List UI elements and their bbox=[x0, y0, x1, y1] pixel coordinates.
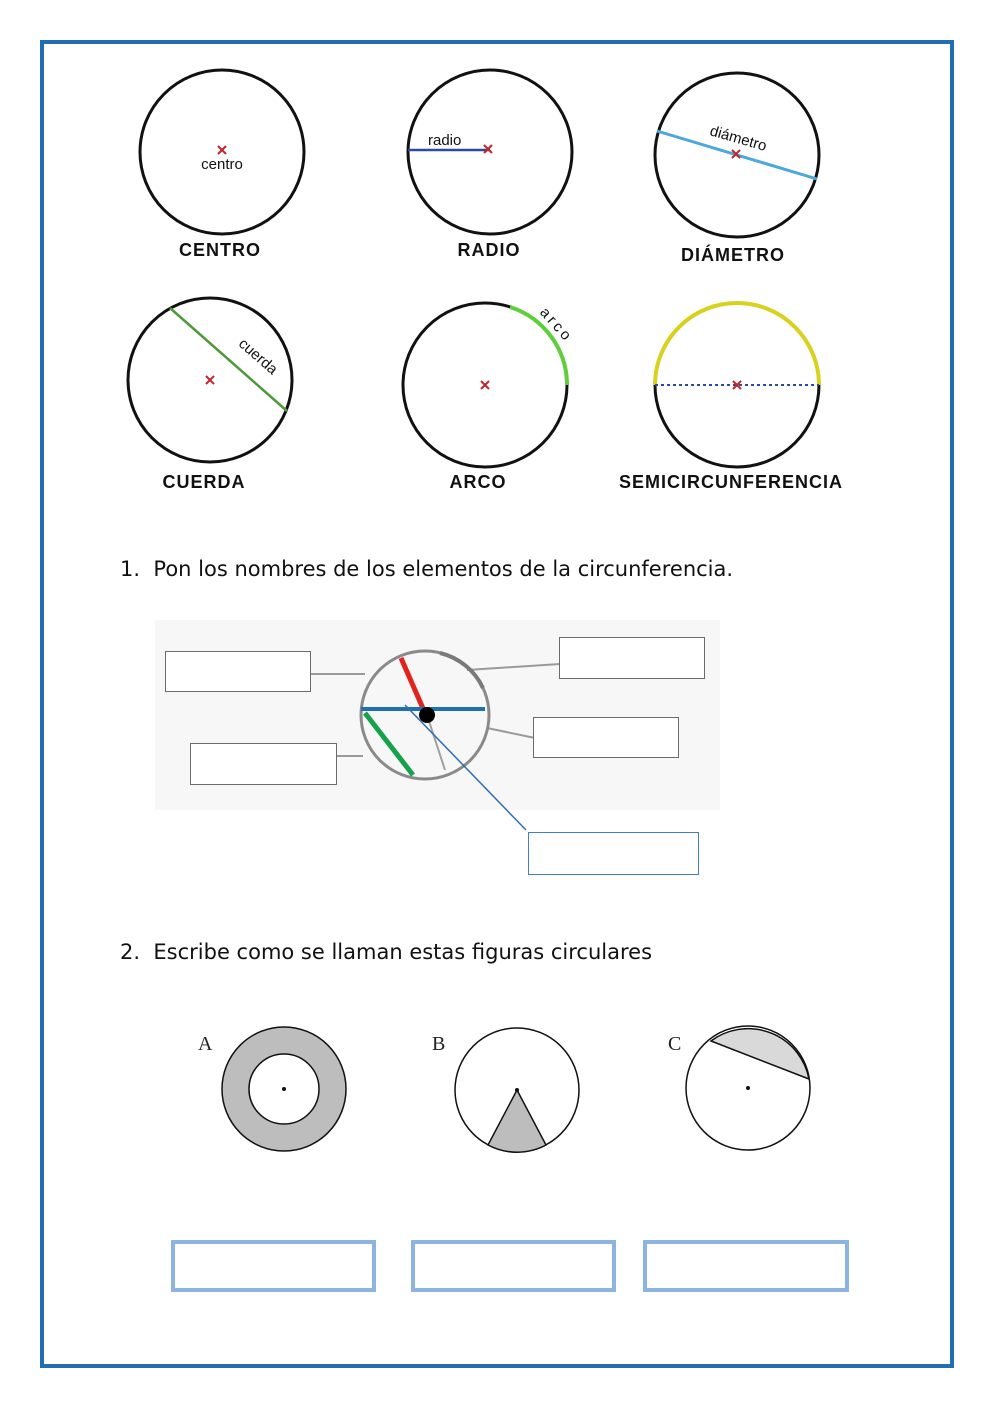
figure-answer-box-a[interactable] bbox=[171, 1240, 376, 1292]
figure-b-letter: B bbox=[432, 1033, 446, 1055]
diametro-inner-label: diámetro bbox=[707, 122, 769, 155]
figure-a-corona bbox=[190, 1020, 360, 1160]
figure-a-letter: A bbox=[198, 1033, 213, 1055]
label-answer-box-3[interactable] bbox=[533, 717, 679, 758]
cuerda-diagram bbox=[118, 290, 308, 470]
figure-c-segment bbox=[655, 1020, 825, 1160]
semicircunferencia-diagram bbox=[645, 290, 835, 470]
centro-inner-label: centro bbox=[201, 156, 243, 173]
question-2-text: Escribe como se llaman estas figuras circulares bbox=[153, 940, 653, 964]
caption-semicircunferencia: SEMICIRCUNFERENCIA bbox=[618, 472, 843, 492]
caption-radio: RADIO bbox=[457, 240, 521, 260]
figure-b-sector bbox=[425, 1020, 595, 1160]
question-1-number: 1. bbox=[120, 557, 141, 581]
radio-diagram bbox=[398, 60, 588, 240]
arco-inner-label: arco bbox=[536, 303, 577, 346]
figure-answer-box-b[interactable] bbox=[411, 1240, 616, 1292]
question-2 bbox=[120, 940, 652, 964]
diametro-diagram bbox=[645, 65, 835, 255]
caption-arco: ARCO bbox=[449, 472, 507, 492]
cuerda-inner-label: cuerda bbox=[235, 335, 281, 379]
centro-diagram bbox=[130, 60, 320, 240]
label-answer-box-4[interactable] bbox=[190, 743, 337, 785]
center-mark-icon bbox=[218, 146, 226, 154]
label-answer-box-5[interactable] bbox=[528, 832, 699, 875]
question-1-text: Pon los nombres de los elementos de la circunferencia. bbox=[153, 557, 734, 581]
center-mark-icon bbox=[206, 376, 214, 384]
question-2-number: 2. bbox=[120, 940, 141, 964]
question-1 bbox=[120, 557, 733, 581]
center-mark-icon bbox=[481, 381, 489, 389]
caption-centro: CENTRO bbox=[179, 240, 261, 260]
caption-cuerda: CUERDA bbox=[162, 472, 246, 492]
label-answer-box-2[interactable] bbox=[559, 637, 705, 679]
caption-diametro: DIÁMETRO bbox=[681, 245, 785, 265]
figure-answer-box-c[interactable] bbox=[643, 1240, 849, 1292]
label-answer-box-1[interactable] bbox=[165, 651, 311, 692]
figure-c-letter: C bbox=[668, 1033, 682, 1055]
semicircunferencia-line bbox=[655, 303, 819, 385]
arco-diagram bbox=[393, 290, 593, 470]
radio-inner-label: radio bbox=[428, 132, 462, 149]
